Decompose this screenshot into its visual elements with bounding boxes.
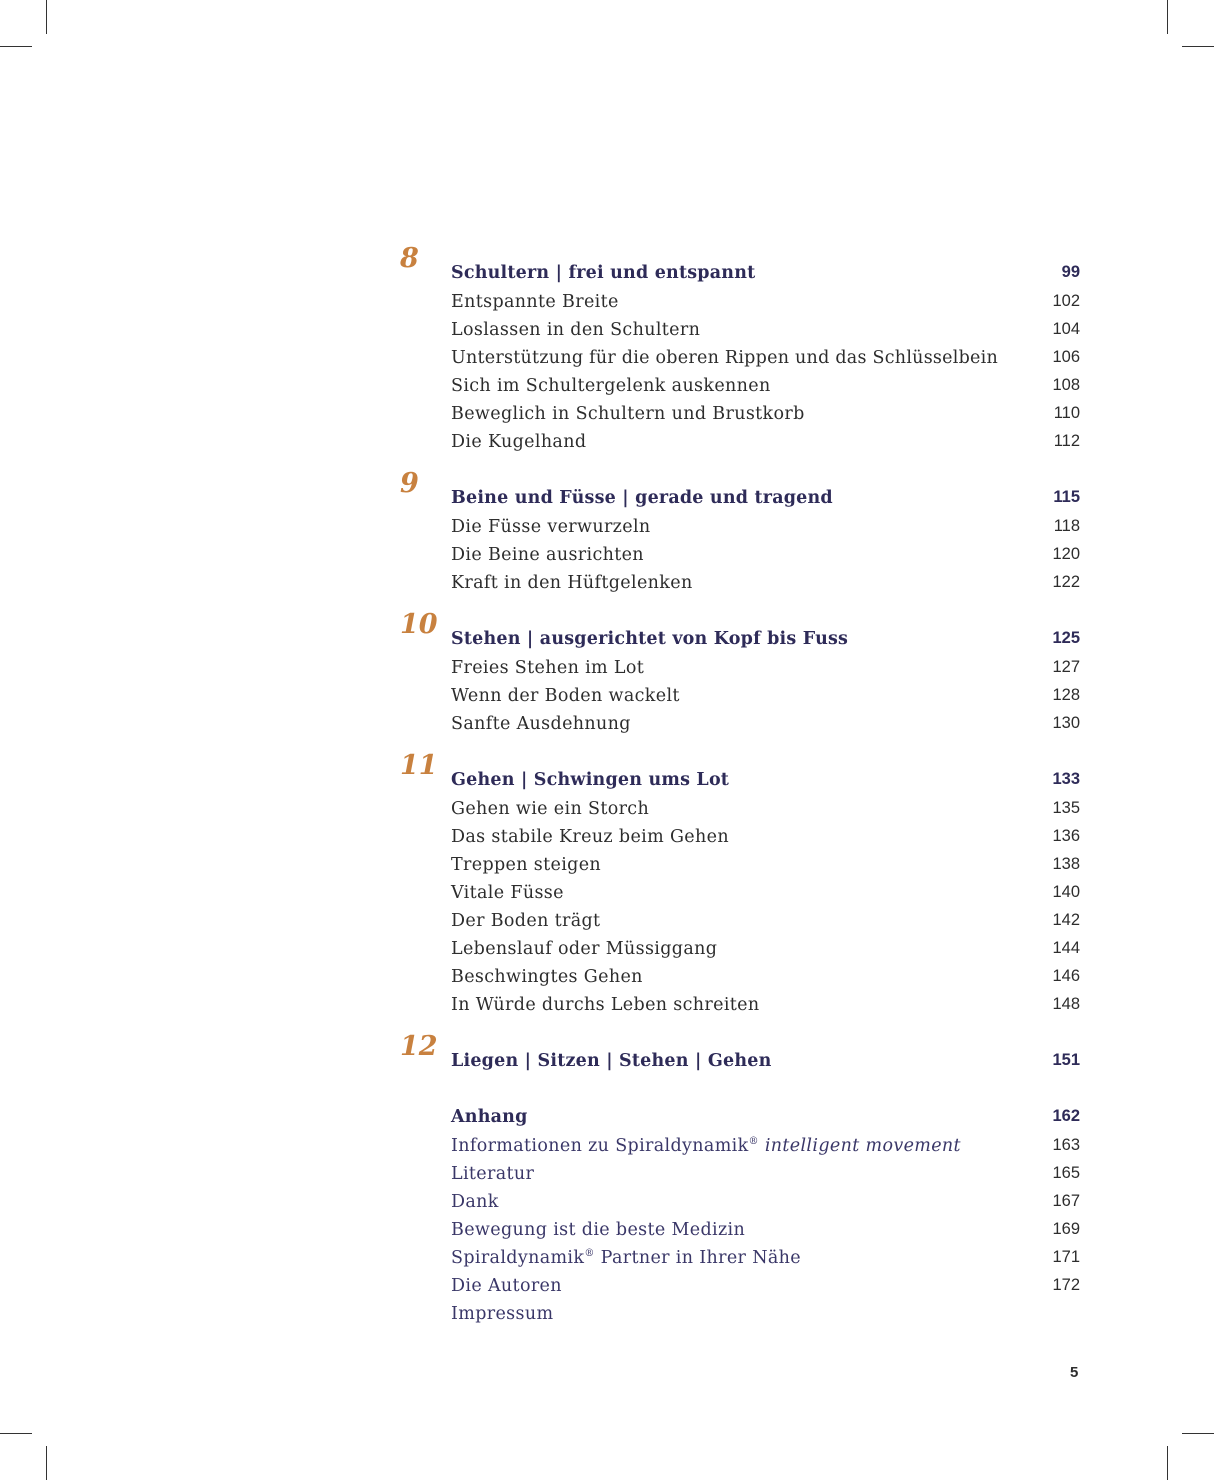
toc-entry[interactable] bbox=[451, 1192, 1080, 1220]
chapter-heading[interactable] bbox=[451, 770, 1080, 798]
appendix-title: Anhang bbox=[451, 1107, 528, 1127]
page-number: 110 bbox=[1053, 404, 1080, 422]
chapter-number: 8 bbox=[400, 243, 419, 274]
entry-label: Das stabile Kreuz beim Gehen bbox=[451, 827, 729, 847]
page-folio: 5 bbox=[1070, 1364, 1079, 1381]
entry-label: In Würde durchs Leben schreiten bbox=[451, 995, 760, 1015]
page-number: 144 bbox=[1052, 939, 1080, 957]
entry-label: Sich im Schultergelenk auskennen bbox=[451, 376, 771, 396]
entry-label bbox=[451, 1136, 961, 1156]
toc-entry[interactable] bbox=[451, 517, 1080, 545]
entry-label: Treppen steigen bbox=[451, 855, 602, 875]
entry-label: Bewegung ist die beste Medizin bbox=[451, 1220, 746, 1240]
entry-label: Wenn der Boden wackelt bbox=[451, 686, 680, 706]
page-number: 148 bbox=[1052, 995, 1080, 1013]
toc-entry[interactable] bbox=[451, 432, 1080, 460]
entry-label: Impressum bbox=[451, 1304, 554, 1324]
toc-entry[interactable] bbox=[451, 404, 1080, 432]
entry-label-italic: intelligent movement bbox=[764, 1136, 961, 1156]
entry-label-main: Spiraldynamik bbox=[451, 1248, 585, 1268]
page-number: 138 bbox=[1052, 855, 1080, 873]
crop-mark-bottom-right bbox=[1167, 1446, 1168, 1480]
toc-entry[interactable] bbox=[451, 320, 1080, 348]
crop-mark-bottom-right-h bbox=[1182, 1433, 1214, 1434]
toc-entry[interactable] bbox=[451, 827, 1080, 855]
toc-entry[interactable] bbox=[451, 1220, 1080, 1248]
chapter-heading[interactable] bbox=[451, 488, 1080, 516]
page-number: 151 bbox=[1052, 1051, 1080, 1069]
appendix-heading[interactable] bbox=[451, 1107, 1080, 1135]
entry-label: Loslassen in den Schultern bbox=[451, 320, 701, 340]
entry-label: Literatur bbox=[451, 1164, 535, 1184]
chapter-number: 11 bbox=[400, 750, 438, 781]
page-number: 104 bbox=[1052, 320, 1080, 338]
chapter-number: 12 bbox=[400, 1031, 438, 1062]
registered-mark: ® bbox=[584, 1248, 595, 1259]
crop-mark-top-left bbox=[46, 0, 47, 34]
toc-entry[interactable] bbox=[451, 376, 1080, 404]
toc-entry[interactable] bbox=[451, 1276, 1080, 1304]
crop-mark-bottom-left-h bbox=[0, 1433, 32, 1434]
toc-entry[interactable] bbox=[451, 939, 1080, 967]
entry-label: Sanfte Ausdehnung bbox=[451, 714, 631, 734]
page-number: 169 bbox=[1052, 1220, 1080, 1238]
page-number: 163 bbox=[1052, 1136, 1080, 1154]
page-number: 133 bbox=[1052, 770, 1080, 788]
chapter-title: Stehen | ausgerichtet von Kopf bis Fuss bbox=[451, 629, 849, 649]
chapter-heading[interactable] bbox=[451, 263, 1080, 291]
toc-entry[interactable] bbox=[451, 911, 1080, 939]
toc-entry[interactable] bbox=[451, 855, 1080, 883]
page-number: 120 bbox=[1052, 545, 1080, 563]
entry-label: Die Beine ausrichten bbox=[451, 545, 644, 565]
page-number: 135 bbox=[1052, 799, 1080, 817]
page-number: 142 bbox=[1052, 911, 1080, 929]
toc-entry[interactable] bbox=[451, 1136, 1080, 1164]
page-number: 99 bbox=[1061, 263, 1080, 281]
entry-label: Entspannte Breite bbox=[451, 292, 619, 312]
page-number: 115 bbox=[1053, 488, 1080, 506]
entry-label: Die Füsse verwurzeln bbox=[451, 517, 651, 537]
crop-mark-top-left-h bbox=[0, 46, 32, 47]
page-number: 106 bbox=[1052, 348, 1080, 366]
entry-label: Unterstützung für die oberen Rippen und das Schlüsselbein bbox=[451, 348, 999, 368]
entry-label: Der Boden trägt bbox=[451, 911, 601, 931]
toc-entry[interactable] bbox=[451, 714, 1080, 742]
page-number: 118 bbox=[1053, 517, 1080, 535]
page-number: 162 bbox=[1052, 1107, 1080, 1125]
chapter-number: 9 bbox=[400, 468, 419, 499]
toc-entry[interactable] bbox=[451, 686, 1080, 714]
crop-mark-top-right bbox=[1167, 0, 1168, 34]
chapter-title: Schultern | frei und entspannt bbox=[451, 263, 756, 283]
chapter-title: Liegen | Sitzen | Stehen | Gehen bbox=[451, 1051, 772, 1071]
registered-mark: ® bbox=[748, 1136, 759, 1147]
page-number: 122 bbox=[1052, 573, 1080, 591]
page-number: 102 bbox=[1052, 292, 1080, 310]
toc-entry[interactable] bbox=[451, 1304, 1080, 1332]
page-number: 136 bbox=[1052, 827, 1080, 845]
page-number: 108 bbox=[1052, 376, 1080, 394]
chapter-heading[interactable] bbox=[451, 629, 1080, 657]
chapter-heading[interactable] bbox=[451, 1051, 1080, 1079]
toc-entry[interactable] bbox=[451, 1248, 1080, 1276]
toc-entry[interactable] bbox=[451, 995, 1080, 1023]
crop-mark-bottom-left bbox=[46, 1446, 47, 1480]
page-number: 130 bbox=[1052, 714, 1080, 732]
entry-label: Die Kugelhand bbox=[451, 432, 587, 452]
page-number: 140 bbox=[1052, 883, 1080, 901]
entry-label: Die Autoren bbox=[451, 1276, 562, 1296]
entry-label: Gehen wie ein Storch bbox=[451, 799, 650, 819]
toc-entry[interactable] bbox=[451, 545, 1080, 573]
chapter-title: Gehen | Schwingen ums Lot bbox=[451, 770, 730, 790]
entry-label: Kraft in den Hüftgelenken bbox=[451, 573, 693, 593]
entry-label: Lebenslauf oder Müssiggang bbox=[451, 939, 718, 959]
entry-label: Beweglich in Schultern und Brustkorb bbox=[451, 404, 805, 424]
entry-label-rest: Partner in Ihrer Nähe bbox=[594, 1248, 801, 1268]
page-number: 165 bbox=[1052, 1164, 1080, 1182]
toc-entry[interactable] bbox=[451, 573, 1080, 601]
chapter-number: 10 bbox=[400, 609, 438, 640]
entry-label: Freies Stehen im Lot bbox=[451, 658, 645, 678]
page-number: 171 bbox=[1052, 1248, 1080, 1266]
toc-entry[interactable] bbox=[451, 292, 1080, 320]
toc-entry[interactable] bbox=[451, 658, 1080, 686]
page-number: 167 bbox=[1052, 1192, 1080, 1210]
toc-entry[interactable] bbox=[451, 348, 1080, 376]
page-number: 172 bbox=[1052, 1276, 1080, 1294]
page-number: 127 bbox=[1052, 658, 1080, 676]
page-number: 125 bbox=[1052, 629, 1080, 647]
toc-entry[interactable] bbox=[451, 883, 1080, 911]
entry-label: Beschwingtes Gehen bbox=[451, 967, 643, 987]
page-number: 146 bbox=[1052, 967, 1080, 985]
entry-label: Dank bbox=[451, 1192, 499, 1212]
entry-label bbox=[451, 1248, 801, 1268]
crop-mark-top-right-h bbox=[1182, 46, 1214, 47]
toc-entry[interactable] bbox=[451, 1164, 1080, 1192]
entry-label: Vitale Füsse bbox=[451, 883, 564, 903]
entry-label-main: Informationen zu Spiraldynamik bbox=[451, 1136, 749, 1156]
page-number: 112 bbox=[1053, 432, 1080, 450]
chapter-title: Beine und Füsse | gerade und tragend bbox=[451, 488, 833, 508]
toc-entry[interactable] bbox=[451, 967, 1080, 995]
page-number: 128 bbox=[1052, 686, 1080, 704]
toc-entry[interactable] bbox=[451, 799, 1080, 827]
